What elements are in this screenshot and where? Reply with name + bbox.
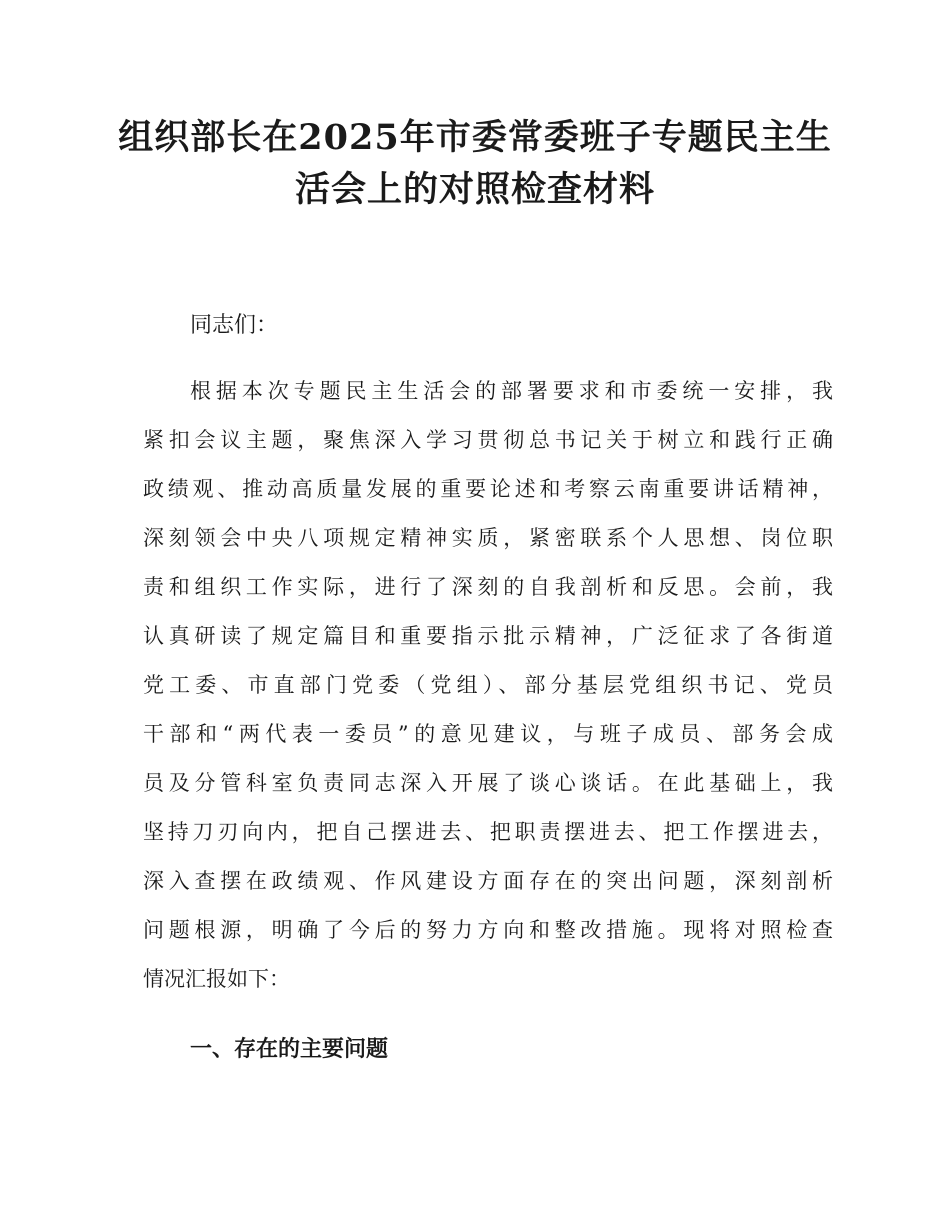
paragraph-line: 深入查摆在政绩观、作风建设方面存在的突出问题，深刻剖析 [143,869,833,893]
section-heading: 一、存在的主要问题 [190,1037,389,1062]
title-line: 组织部长在2025年市委常委班子专题民主生 [118,117,832,158]
paragraph-line: 干部和“两代表一委员”的意见建议，与班子成员、部务会成 [143,722,833,746]
paragraph-line: 党工委、市直部门党委（党组）、部分基层党组织书记、党员 [143,673,833,697]
paragraph-line: 政绩观、推动高质量发展的重要论述和考察云南重要讲话精神， [143,477,833,501]
title-line: 活会上的对照检查材料 [294,169,655,210]
paragraph-line: 根据本次专题民主生活会的部署要求和市委统一安排，我 [190,379,833,403]
paragraph-line: 情况汇报如下： [143,967,290,991]
paragraph-line: 问题根源，明确了今后的努力方向和整改措施。现将对照检查 [143,918,833,942]
salutation: 同志们： [190,313,279,338]
paragraph-line: 责和组织工作实际，进行了深刻的自我剖析和反思。会前，我 [143,575,833,599]
document-title [100,112,850,216]
paragraph-line: 坚持刀刃向内，把自己摆进去、把职责摆进去、把工作摆进去， [143,820,833,844]
paragraph-line: 紧扣会议主题，聚焦深入学习贯彻总书记关于树立和践行正确 [143,428,833,452]
paragraph-line: 认真研读了规定篇目和重要指示批示精神，广泛征求了各街道 [143,624,833,648]
paragraph-line: 员及分管科室负责同志深入开展了谈心谈话。在此基础上，我 [143,771,833,795]
paragraph-line: 深刻领会中央八项规定精神实质，紧密联系个人思想、岗位职 [143,526,833,550]
intro-paragraph [143,367,833,1004]
